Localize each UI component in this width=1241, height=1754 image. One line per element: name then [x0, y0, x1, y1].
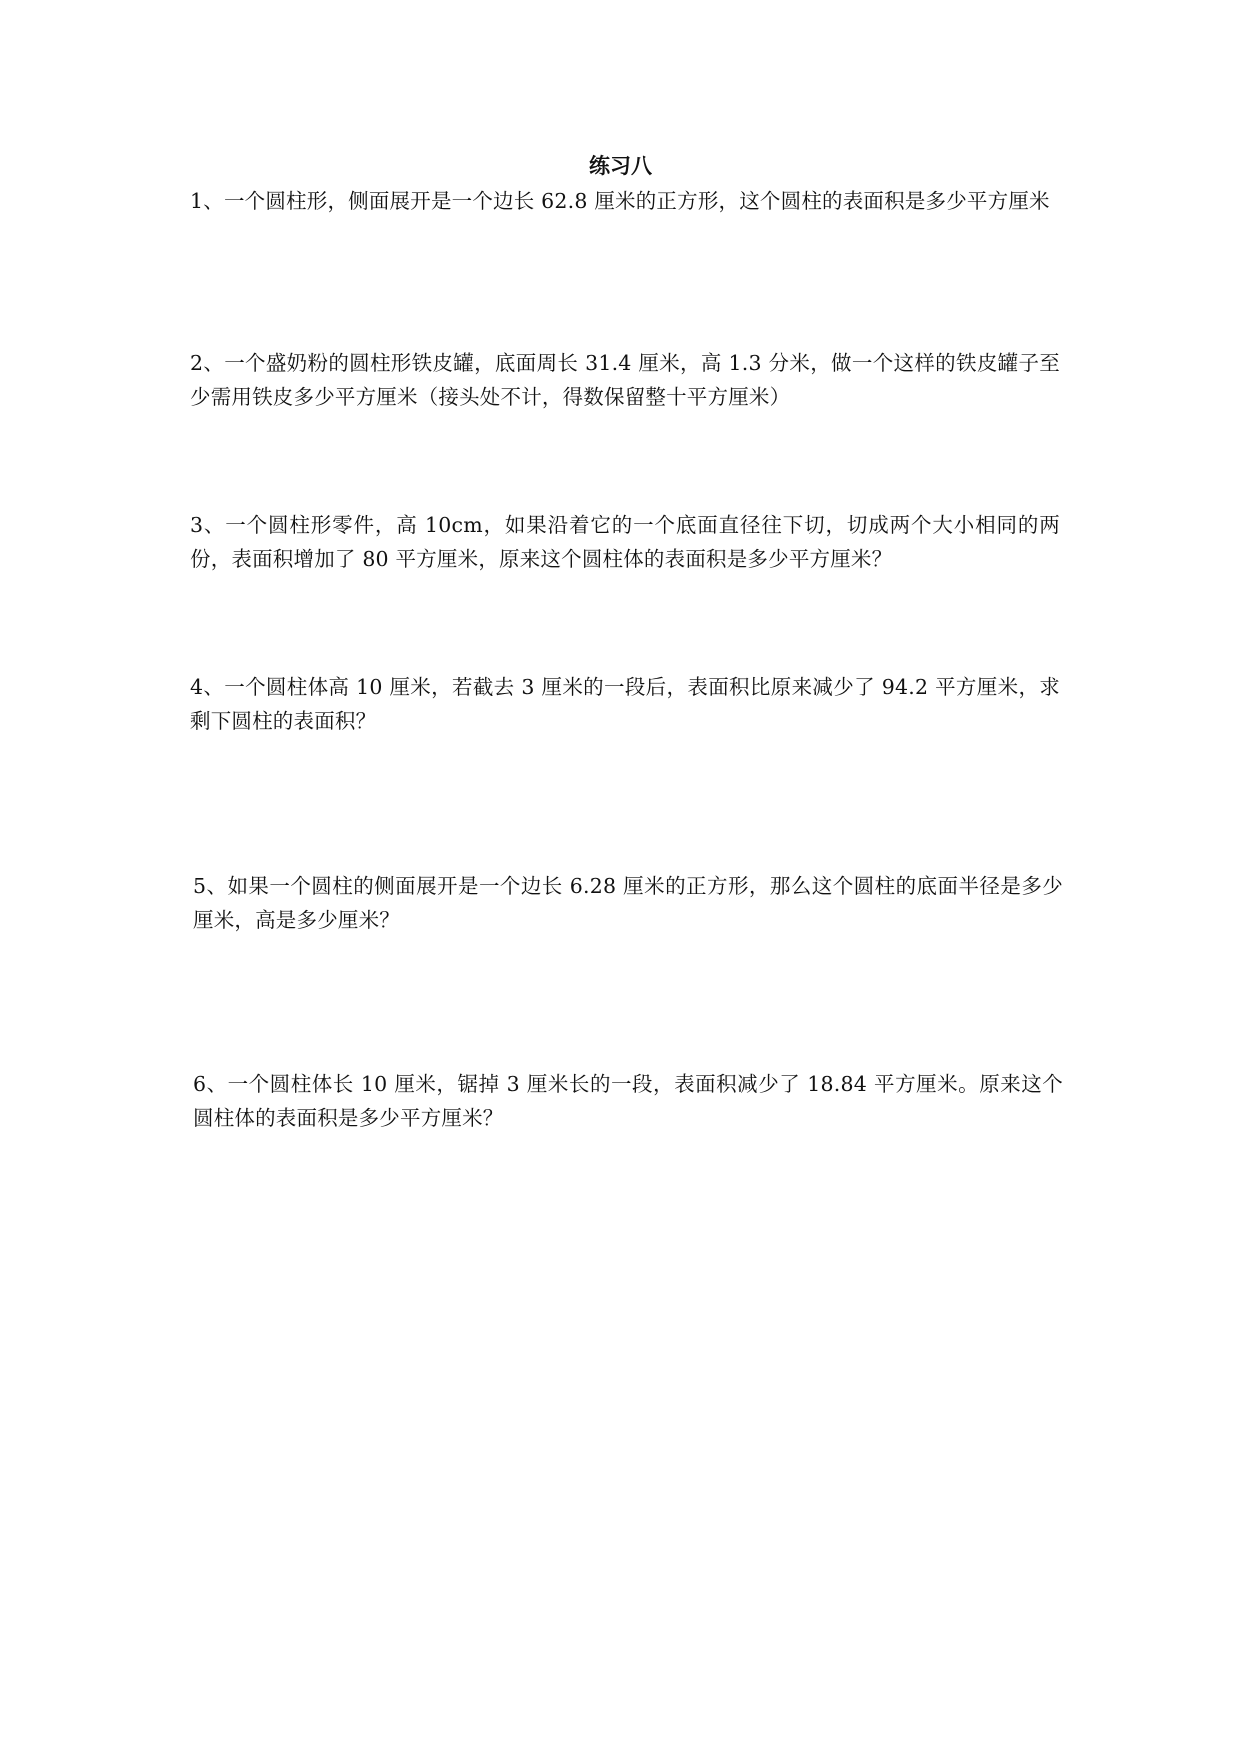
- question-3: 3、一个圆柱形零件，高 10cm，如果沿着它的一个底面直径往下切，切成两个大小相同的两份，表面积增加了 80 平方厘米，原来这个圆柱体的表面积是多少平方厘米？: [190, 513, 1060, 571]
- question-1: 1、一个圆柱形，侧面展开是一个边长 62.8 厘米的正方形，这个圆柱的表面积是多少平方厘米: [190, 189, 1050, 213]
- page-title: 练习八: [589, 153, 652, 178]
- question-4: 4、一个圆柱体高 10 厘米，若截去 3 厘米的一段后，表面积比原来减少了 94.2 平方厘米，求剩下圆柱的表面积？: [190, 675, 1060, 733]
- question-5: 5、如果一个圆柱的侧面展开是一个边长 6.28 厘米的正方形，那么这个圆柱的底面半径是多少厘米，高是多少厘米？: [193, 874, 1063, 932]
- question-2: 2、一个盛奶粉的圆柱形铁皮罐，底面周长 31.4 厘米，高 1.3 分米，做一个这样的铁皮罐子至少需用铁皮多少平方厘米（接头处不计，得数保留整十平方厘米）: [190, 351, 1060, 409]
- question-6: 6、一个圆柱体长 10 厘米，锯掉 3 厘米长的一段，表面积减少了 18.84 平方厘米。原来这个圆柱体的表面积是多少平方厘米？: [193, 1072, 1063, 1130]
